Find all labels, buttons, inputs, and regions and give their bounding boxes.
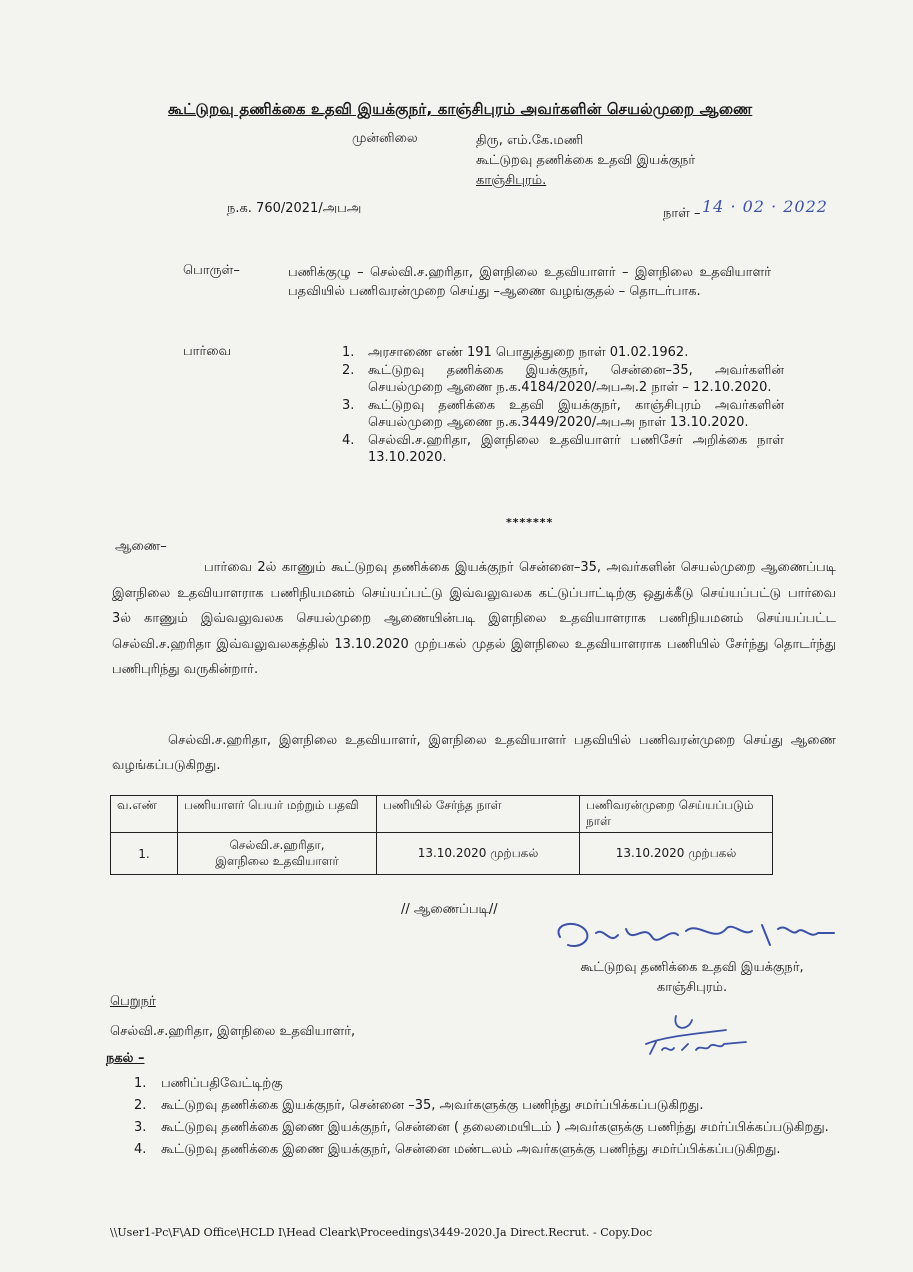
reference-text: அரசாணை எண் 191 பொதுத்துறை நாள் 01.02.1962. [368, 345, 689, 360]
employee-name: செல்வி.ச.ஹரிதா, [229, 837, 325, 852]
handwritten-date: 14 · 02 · 2022 [702, 197, 828, 216]
copy-list [134, 1076, 834, 1164]
reference-item [342, 397, 784, 431]
references-label: பார்வை [183, 344, 232, 359]
officer-block [476, 131, 695, 191]
copy-num: 3. [134, 1120, 147, 1135]
document-title: கூட்டுறவு தணிக்கை உதவி இயக்குநர், காஞ்சிபுரம் அவர்களின் செயல்முறை ஆணை [168, 100, 753, 118]
reference-item [342, 344, 784, 361]
regularisation-table [110, 795, 773, 875]
subject-text: பணிக்குழு – செல்வி.ச.ஹரிதா, இளநிலை உதவியாளர் – இளநிலை உதவியாளர் பதவியில் பணிவரன்முறை செய்து –ஆணை வழங்குதல் – தொடர்பாக. [288, 265, 771, 299]
subject-label: பொருள்– [183, 263, 240, 278]
recipient-label: பெறுநர் [110, 994, 156, 1009]
references-list [342, 344, 784, 467]
order-label: ஆணை– [115, 539, 167, 554]
copy-item [134, 1076, 834, 1092]
order-paragraph-2: செல்வி.ச.ஹரிதா, இளநிலை உதவியாளர், இளநிலை உதவியாளர் பதவியில் பணிவரன்முறை செய்து ஆணை வழங்கப்படுகிறது. [112, 733, 836, 773]
officer-signature [548, 915, 844, 960]
per-order-text: // ஆணைப்படி// [401, 902, 498, 917]
copy-item [134, 1120, 834, 1136]
reference-item [342, 432, 784, 466]
copy-item [134, 1142, 834, 1158]
copy-num: 1. [134, 1076, 147, 1091]
table-header-row [111, 796, 773, 833]
employee-designation: இளநிலை உதவியாளர் [215, 853, 339, 868]
reference-text: கூட்டுறவு தணிக்கை உதவி இயக்குநர், காஞ்சிபுரம் அவர்களின் செயல்முறை ஆணை ந.க.3449/2020/அபஅ நாள் 13.10.2020. [368, 398, 784, 430]
presence-label: முன்னிலை [352, 131, 418, 146]
reference-text: கூட்டுறவு தணிக்கை இயக்குநர், சென்னை–35, அவர்களின் செயல்முறை ஆணை ந.க.4184/2020/அபஅ.2 நாள் – 12.10.2020. [368, 363, 784, 395]
reference-num: 1. [342, 345, 355, 360]
signatory-line-2: காஞ்சிபுரம். [656, 980, 728, 995]
copy-item [134, 1098, 834, 1114]
recipient-name: செல்வி.ச.ஹரிதா, இளநிலை உதவியாளர், [110, 1024, 356, 1039]
signatory-title [544, 958, 840, 998]
header-joined: பணியில் சேர்ந்த நாள் [377, 796, 580, 833]
header-sno: வ.எண் [111, 796, 178, 833]
separator-stars: ******* [506, 516, 554, 529]
copy-num: 4. [134, 1142, 147, 1157]
cell-name [178, 833, 377, 875]
order-paragraph-1: பார்வை 2ல் காணும் கூட்டுறவு தணிக்கை இயக்குநர் சென்னை–35, அவர்களின் செயல்முறை ஆணைப்படி இளநிலை உதவியாளராக பணிநியமனம் செய்யப்பட்டு இவ்வலுவலக கட்டுப்பாட்டிற்கு ஒதுக்கீடு செய்யப்பட்டு பார்வை 3ல் காணும் இவ்வலுவலக செயல்முறை ஆணையின்படி இளநிலை உதவியாளராக பணிநியமனம் செய்யப்பட்ட செல்வி.ச.ஹரிதா இவ்வலுவலகத்தில் 13.10.2020 முற்பகல் முதல் இளநிலை உதவியாளராக பணியில் சேர்ந்து தொடர்ந்து பணிபுரிந்து வருகின்றார். [112, 560, 836, 677]
date-label: நாள் – [663, 206, 701, 221]
copy-num: 2. [134, 1098, 147, 1113]
cell-joined: 13.10.2020 முற்பகல் [377, 833, 580, 875]
table-row [111, 833, 773, 875]
reference-text: செல்வி.ச.ஹரிதா, இளநிலை உதவியாளர் பணிசேர் அறிக்கை நாள் 13.10.2020. [368, 433, 784, 465]
header-name: பணியாளர் பெயர் மற்றும் பதவி [178, 796, 377, 833]
copy-text: கூட்டுறவு தணிக்கை இணை இயக்குநர், சென்னை மண்டலம் அவர்களுக்கு பணிந்து சமர்ப்பிக்கப்படுகிறது. [161, 1142, 781, 1157]
copy-text: பணிப்பதிவேட்டிற்கு [161, 1076, 283, 1091]
signatory-line-1: கூட்டுறவு தணிக்கை உதவி இயக்குநர், [580, 960, 804, 975]
reference-num: 3. [342, 398, 355, 413]
reference-num: 4. [342, 433, 355, 448]
officer-name: திரு, எம்.கே.மணி [476, 133, 584, 148]
cell-sno: 1. [111, 833, 178, 875]
officer-title: கூட்டுறவு தணிக்கை உதவி இயக்குநர் [476, 153, 696, 168]
reference-item [342, 362, 784, 396]
copy-text: கூட்டுறவு தணிக்கை இயக்குநர், சென்னை –35, அவர்களுக்கு பணிந்து சமர்ப்பிக்கப்படுகிறது. [161, 1098, 704, 1113]
cell-regularised: 13.10.2020 முற்பகல் [580, 833, 773, 875]
copy-label: நகல் – [106, 1051, 145, 1066]
initial-signature [636, 1008, 756, 1058]
reference-num: 2. [342, 363, 355, 378]
header-regularised: பணிவரன்முறை செய்யப்படும் நாள் [580, 796, 773, 833]
reference-number: ந.க. 760/2021/அபஅ [227, 201, 362, 216]
file-path-footer: \\User1-Pc\F\AD Office\HCLD I\Head Cleark\Proceedings\3449-2020.Ja Direct.Recrut. - Copy.Doc [110, 1226, 653, 1239]
officer-place: காஞ்சிபுரம். [476, 173, 547, 188]
copy-text: கூட்டுறவு தணிக்கை இணை இயக்குநர், சென்னை ( தலைமையிடம் ) அவர்களுக்கு பணிந்து சமர்ப்பிக்கப்படுகிறது. [161, 1120, 829, 1135]
